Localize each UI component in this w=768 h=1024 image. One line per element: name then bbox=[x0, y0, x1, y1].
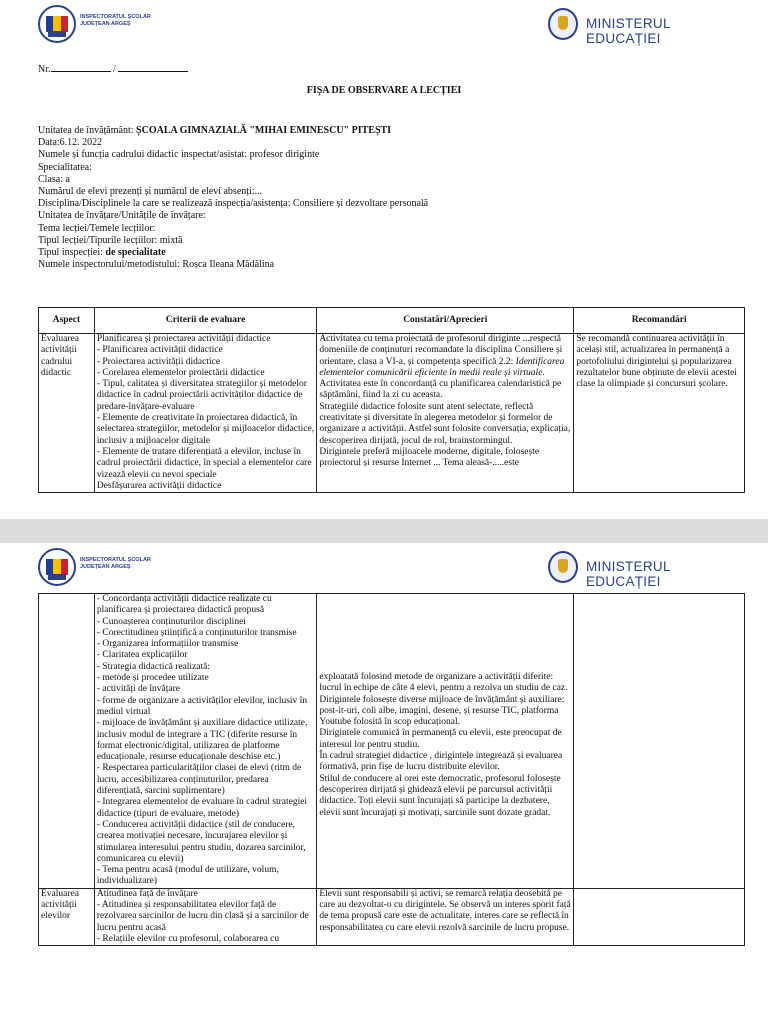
isj-name: INSPECTORATUL ȘCOLAR JUDEȚEAN ARGEȘ bbox=[80, 557, 151, 570]
date-line: Data:6.12. 2022 bbox=[38, 137, 103, 149]
header-recommendations: Recomandări bbox=[574, 308, 745, 334]
discipline-line: Disciplina/Disciplinele la care se realizează inspecția/asistența: Consiliere și dezvoltare personală bbox=[38, 198, 429, 210]
ministry-logo bbox=[548, 6, 738, 46]
isj-seal-icon bbox=[38, 5, 76, 43]
teacher-line: Numele și funcția cadrului didactic inspectat/asistat: profesor diriginte bbox=[38, 149, 320, 161]
recommendations-cell bbox=[574, 594, 745, 889]
specialty-line: Specialitatea: bbox=[38, 161, 92, 173]
document-page-2 bbox=[0, 543, 768, 1024]
findings-cell: exploatată folosind metode de organizare a activității diferite: lucrul în echipe de câte 4 elevi, pentru a rezolva un studiu de caz. Dirigintele folosește diverse mijloace de învățământ și auxiliare: post-it-uri, coli albe, imagini, desene, și resurse TIC, platforma Youtube folosită în scop educațional. Dirigintele comunică în permanență cu elevii, este preocupat de interesul lor pentru studiu. În cadrul strategiei didactice , dirigintele integrează și evaluarea formativă, prin fișe de lucru distribuite elevilor. Stilul de conducere al orei este democratic, profesorul folosește descoperirea dirijată și ghidează elevii pe parcursul activității didactice. Toți elevii sunt încurajați să participe la dezbatere, elevii sunt încurajați și motivați, sarcinile sunt dozate gradat. bbox=[317, 594, 574, 889]
header-criteria: Criterii de evaluare bbox=[94, 308, 316, 334]
criteria-cell: Planificarea și proiectarea activității didactice - Planificarea activității didactice - Proiectarea activității didactice - Corelarea elementelor proiectării didactice - Tipul, calitatea și diversitatea strategiilor și metodelor didactice în cadrul proiectării activităților didactice de predare-învățare-evaluare - Elemente de creativitate în proiectarea didactică, în selectarea strategiilor, metodelor și mijloacelor didactice, inclusiv a mijloacelor digitale - Elemente de tratare diferențiată a elevilor, incluse în cadrul proiectării didactice, în special a elementelor care vizează elevii cu nevoi speciale Desfășurarea activității didactice bbox=[94, 334, 316, 493]
ministry-name: MINISTERUL EDUCAȚIEI bbox=[586, 559, 671, 589]
criteria-cell: - Concordanța activității didactice realizate cu planificarea și proiectarea didactică propusă - Cunoașterea conținuturilor disciplinei - Corectitudinea științifică a conținuturilor transmise - Organizarea informațiilor transmise - Claritatea explicațiilor - Strategia didactică realizată: - metode și procedee utilizate - activități de învățare - forme de organizare a activităților elevilor, inclusiv în mediul virtual - mijloace de învățământ și auxiliare didactice utilizate, inclusiv modul de integrare a TIC (diferite resurse în format electronic/digital, utilizarea de platforme educaționale, resurse educaționale deschise etc.) - Respectarea particularităților clasei de elevi (ritm de lucru, accesibilizarea conținuturilor, predarea diferențiată, sarcini suplimentare) - Integrarea elementelor de evaluare în cadrul strategiei didactice (tipuri de evaluare, metode) - Conducerea activității didactice (stil de conducere, crearea motivației necesare, încurajarea elevilor și stimularea interesului pentru studiu, dozarea sarcinilor, comunicarea cu elevii) - Tema pentru acasă (modul de utilizare, volum, individualizare) bbox=[94, 594, 316, 889]
isj-name: INSPECTORATUL ȘCOLAR JUDEȚEAN ARGEȘ bbox=[80, 14, 151, 27]
table-row bbox=[39, 594, 745, 889]
students-line: Numărul de elevi prezenți și numărul de elevi absenți:... bbox=[38, 186, 263, 198]
theme-line: Tema lecției/Temele lecțiilor: bbox=[38, 222, 156, 234]
isj-logo bbox=[38, 5, 158, 45]
recommendations-cell: Se recomandă continuarea activității în același stil, actualizarea în permanență a portofoliului dirigintelui și popularizarea rezultatelor bune obținute de elevii acestei clase la olimpiade și concursuri școlare. bbox=[574, 334, 745, 493]
class-line: Clasa: a bbox=[38, 173, 70, 185]
ministry-name: MINISTERUL EDUCAȚIEI bbox=[586, 16, 671, 46]
page-header bbox=[0, 543, 768, 593]
romania-crest-icon bbox=[548, 551, 578, 583]
findings-cell: Elevii sunt responsabili și activi, se remarcă relația deosebită pe care au dezvoltat-o cu dirigintele. Se observă un interes sporit față de tema propusă care este de actualitate, interes care se reflectă în responsabilitatea cu care elevii rezolvă sarcinile de lucru propuse. bbox=[317, 888, 574, 945]
aspect-cell: Evaluarea activității cadrului didactic bbox=[39, 334, 95, 493]
aspect-cell: Evaluarea activității elevilor bbox=[39, 888, 95, 945]
observation-table-continued bbox=[38, 593, 745, 946]
isj-seal-icon bbox=[38, 548, 76, 586]
document-title: FIȘA DE OBSERVARE A LECȚIEI bbox=[306, 85, 462, 96]
table-header-row bbox=[39, 308, 745, 334]
inspector-line: Numele inspectorului/metodistului: Roșca Ileana Mădălina bbox=[38, 259, 275, 271]
findings-cell: Activitatea cu tema proiectată de profesorul diriginte ...respectă domeniile de conținuturi recomandate la disciplina Consiliere și orientare, clasa a VI-a, și competența specifică 2.2: Identificarea elementelor comunicării eficiente în medii reale și virtuale. Activitatea este în concordanță cu planificarea calendaristică pe săptămâni, fiind la zi cu aceasta. Strategiile didactice folosite sunt atent selectate, reflectă creativitate și diversitate în alegerea metodelor și formelor de organizare a activității. Astfel sunt folosite conversația, explicația, descoperirea dirijată, jocul de rol, brainstormingul. Dirigintele preferă mijloacele moderne, digitale, folosește proiectorul și resurse Internet ... Tema aleasă-.....este bbox=[317, 334, 574, 493]
header-findings: Constatări/Aprecieri bbox=[317, 308, 574, 334]
table-row bbox=[39, 334, 745, 493]
page-header bbox=[0, 0, 768, 50]
learning-unit-line: Unitatea de învățare/Unitățile de învățare: bbox=[38, 210, 206, 222]
observation-table bbox=[38, 307, 745, 493]
inspection-type-line: Tipul inspecției: de specialitate bbox=[38, 247, 166, 259]
table-row bbox=[39, 888, 745, 945]
lesson-info bbox=[38, 125, 738, 271]
aspect-cell bbox=[39, 594, 95, 889]
recommendations-cell bbox=[574, 888, 745, 945]
criteria-cell: Atitudinea față de învățare - Atitudinea și responsabilitatea elevilor față de rezolvarea sarcinilor de lucru din clasă și a sarcinilor de lucru pentru acasă - Relațiile elevilor cu profesorul, colaborarea cu bbox=[94, 888, 316, 945]
lesson-type-line: Tipul lecției/Tipurile lecțiilor: mixtă bbox=[38, 234, 183, 246]
isj-logo bbox=[38, 548, 158, 588]
romania-crest-icon bbox=[548, 8, 578, 40]
header-aspect: Aspect bbox=[39, 308, 95, 334]
ministry-logo bbox=[548, 549, 738, 589]
registration-number: Nr. / bbox=[38, 62, 188, 75]
unit-line: Unitatea de învățământ: ȘCOALA GIMNAZIALĂ "MIHAI EMINESCU" PITEȘTI bbox=[38, 125, 392, 136]
